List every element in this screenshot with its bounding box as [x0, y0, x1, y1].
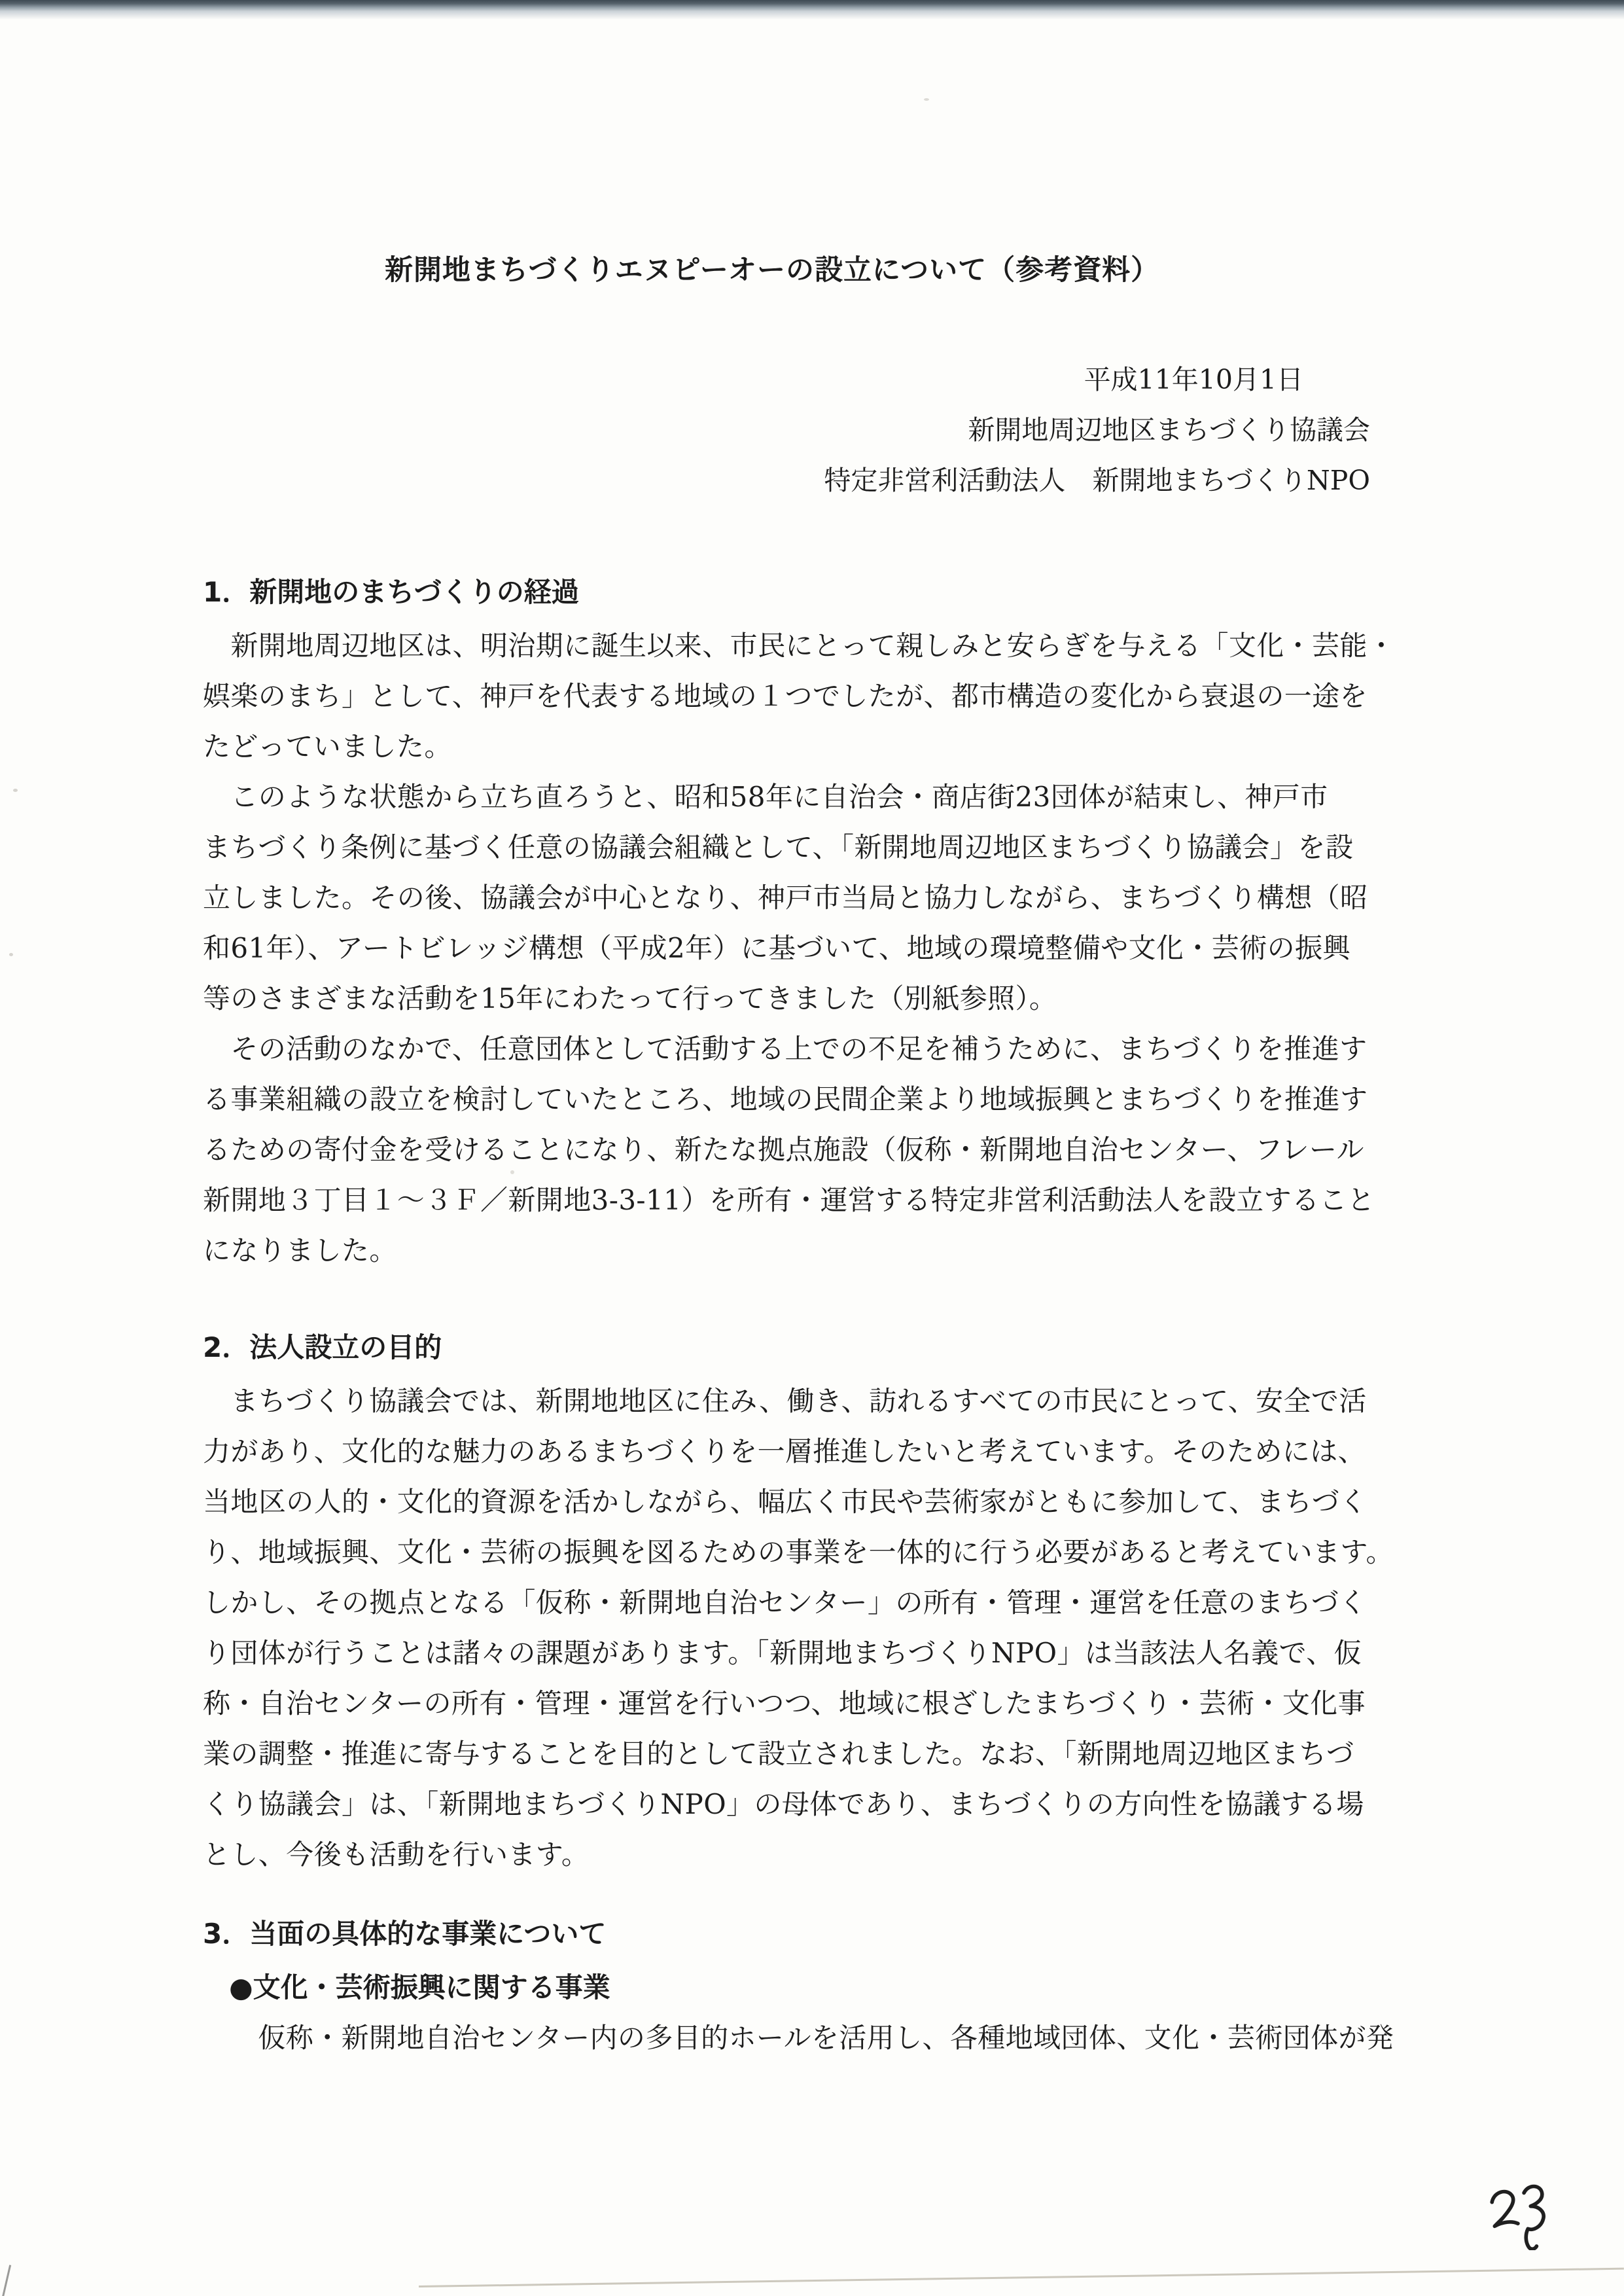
section-heading: 2．法人設立の目的: [203, 1331, 442, 1363]
scan-speck-artifact: [924, 98, 929, 101]
scan-speck-artifact: [9, 953, 13, 956]
scan-top-edge-artifact: [0, 0, 1624, 20]
body-line: とし、今後も活動を行います。: [203, 1839, 590, 1871]
scan-speck-artifact: [13, 789, 18, 792]
body-line: る事業組織の設立を検討していたところ、地域の民間企業より地域振興とまちづくりを推進す: [203, 1083, 1368, 1115]
body-line: り団体が行うことは諸々の課題があります。「新開地まちづくりNPO」は当該法人名義で、仮: [203, 1637, 1362, 1669]
section-body: [203, 1376, 1394, 1880]
section-body: [203, 620, 1396, 1276]
body-line: 業の調整・推進に寄与することを目的として設立されました。なお、「新開地周辺地区まちづ: [203, 1738, 1354, 1770]
body-line: まちづくり協議会では、新開地地区に住み、働き、訪れるすべての市民にとって、安全で活: [203, 1385, 1367, 1417]
corporation-line: 特定非営利活動法人 新開地まちづくりNPO: [824, 465, 1370, 496]
body-line: 称・自治センターの所有・管理・運営を行いつつ、地域に根ざしたまちづくり・芸術・文化事: [203, 1687, 1366, 1719]
body-line: 娯楽のまち」として、神戸を代表する地域の１つでしたが、都市構造の変化から衰退の一途を: [203, 680, 1368, 712]
scan-corner-mark-artifact: [1, 2265, 11, 2296]
body-line: るための寄付金を受けることになり、新たな拠点施設（仮称・新開地自治センター、フレール: [203, 1134, 1364, 1166]
body-line: 仮称・新開地自治センター内の多目的ホールを活用し、各種地域団体、文化・芸術団体が発: [230, 2022, 1394, 2054]
body-line: 立しました。その後、協議会が中心となり、神戸市当局と協力しながら、まちづくり構想（昭: [203, 882, 1368, 914]
digit-2-stroke: [1492, 2192, 1518, 2227]
body-line: 和61年）、アートビレッジ構想（平成2年）に基づいて、地域の環境整備や文化・芸術の振興: [203, 932, 1350, 964]
body-line: 等のさまざまな活動を15年にわたって行ってきました（別紙参照）。: [203, 982, 1057, 1014]
scan-speck-artifact: [510, 1170, 514, 1174]
body-line: 力があり、文化的な魅力のあるまちづくりを一層推進したいと考えています。そのためには、: [203, 1435, 1366, 1467]
body-line: まちづくり条例に基づく任意の協議会組織として、「新開地周辺地区まちづくり協議会」を設: [203, 831, 1354, 863]
handwritten-page-number: [1484, 2177, 1557, 2250]
body-line: り、地域振興、文化・芸術の振興を図るための事業を一体的に行う必要があると考えています。: [203, 1536, 1394, 1568]
body-line: その活動のなかで、任意団体として活動する上での不足を補うために、まちづくりを推進す: [203, 1033, 1368, 1065]
section-heading: 3．当面の具体的な事業について: [203, 1918, 607, 1950]
section-history: [203, 564, 1396, 1276]
body-line: 当地区の人的・文化的資源を活かしながら、幅広く市民や芸術家がともに参加して、まちづく: [203, 1486, 1368, 1518]
body-line: になりました。: [203, 1234, 397, 1266]
body-line: 新開地周辺地区は、明治期に誕生以来、市民にとって親しみと安らぎを与える「文化・芸能・: [203, 630, 1396, 662]
body-line: たどっていました。: [203, 730, 452, 762]
body-line: このような状態から立ち直ろうと、昭和58年に自治会・商店街23団体が結束し、神戸市: [203, 781, 1328, 813]
body-line: 新開地３丁目１～３Ｆ／新開地3-3-11）を所有・運営する特定非営利活動法人を設立すること: [203, 1184, 1375, 1216]
body-line: くり協議会」は、「新開地まちづくりNPO」の母体であり、まちづくりの方向性を協議する場: [203, 1788, 1364, 1820]
organization-line: 新開地周辺地区まちづくり協議会: [968, 414, 1370, 446]
section-body: [230, 2013, 1394, 2063]
section-purpose: [203, 1319, 1394, 1880]
section-projects: [203, 1906, 1394, 2063]
digit-3-stroke: [1524, 2186, 1544, 2249]
section-heading: 1．新開地のまちづくりの経過: [203, 576, 579, 608]
scan-bottom-line-artifact: [419, 2268, 1624, 2287]
body-line: しかし、その拠点となる「仮称・新開地自治センター」の所有・管理・運営を任意のまちづく: [203, 1587, 1367, 1619]
date-block: [824, 355, 1370, 506]
bullet-subheading: ●文化・芸術振興に関する事業: [229, 1971, 610, 2003]
document-title: 新開地まちづくりエヌピーオーの設立について（参考資料）: [385, 254, 1160, 287]
date-line: 平成11年10月1日: [1084, 364, 1303, 395]
